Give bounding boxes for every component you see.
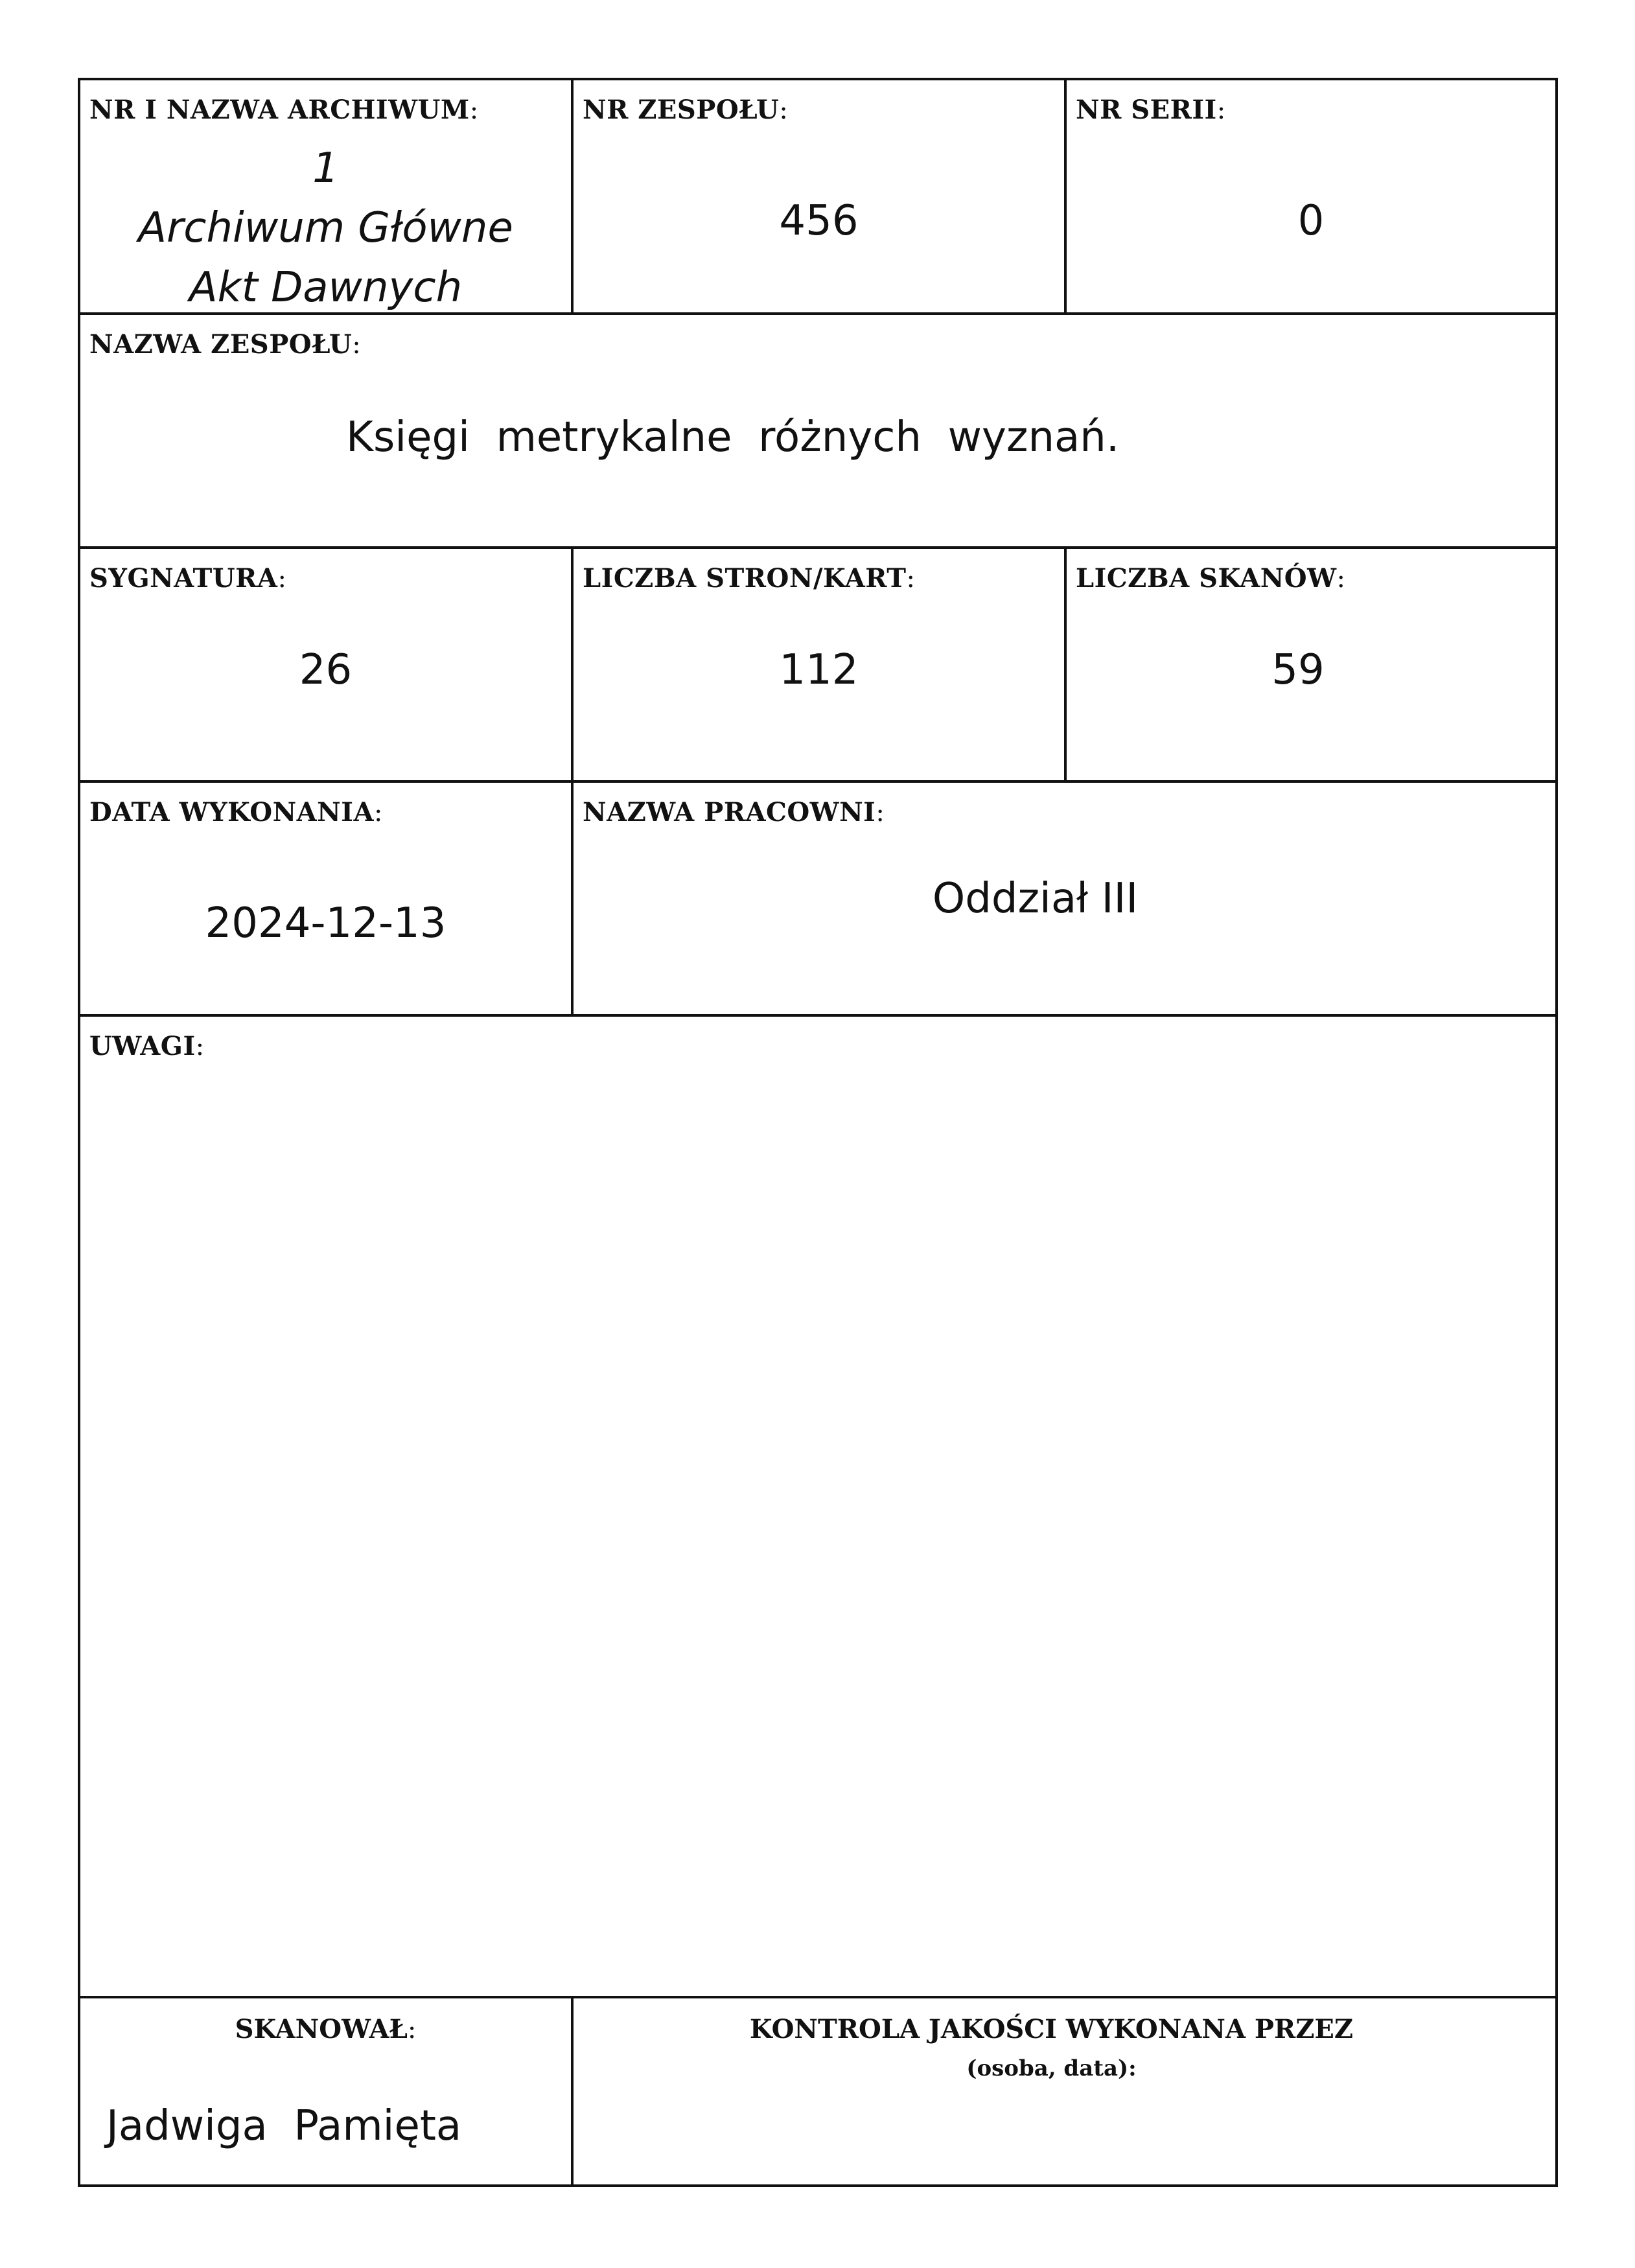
workshop-cell (574, 783, 1555, 1017)
archive-name-line1: Archiwum Główne (138, 204, 513, 252)
scanned-by-value: Jadwiga Pamięta (106, 2102, 462, 2150)
scan-count-label: LICZBA SKANÓW: (1076, 563, 1346, 594)
fonds-name-value: Księgi metrykalne różnych wyznań. (346, 413, 1120, 461)
page-count-cell (574, 549, 1067, 783)
signature-value: 26 (299, 646, 353, 694)
date-value: 2024-12-13 (205, 899, 446, 947)
remarks-label: UWAGI: (89, 1031, 205, 1061)
fonds-number-cell (574, 80, 1067, 315)
fonds-name-label: NAZWA ZESPOŁU: (89, 329, 362, 360)
date-cell (80, 783, 574, 1017)
fonds-number-value: 456 (779, 197, 859, 245)
signature-cell (80, 549, 574, 783)
quality-control-sublabel: (osoba, data): (966, 2055, 1137, 2081)
series-number-label: NR SERII: (1076, 95, 1226, 125)
scanned-by-cell (80, 1998, 574, 2184)
series-number-value: 0 (1297, 197, 1325, 245)
archive-label: NR I NAZWA ARCHIWUM: (89, 95, 479, 125)
workshop-value: Oddział III (932, 875, 1139, 923)
archive-name-line2: Akt Dawnych (189, 264, 463, 312)
scan-count-cell (1067, 549, 1555, 783)
scan-count-value: 59 (1271, 646, 1325, 694)
fonds-name-cell (80, 315, 1555, 549)
series-number-cell (1067, 80, 1555, 315)
archive-cell (80, 80, 574, 315)
remarks-cell (80, 1017, 1555, 1998)
archive-number: 1 (312, 145, 339, 192)
workshop-label: NAZWA PRACOWNI: (583, 797, 885, 827)
page-count-value: 112 (779, 646, 859, 694)
page-count-label: LICZBA STRON/KART: (583, 563, 916, 594)
quality-control-cell (574, 1998, 1555, 2184)
quality-control-label: KONTROLA JAKOŚCI WYKONANA PRZEZ (749, 2014, 1354, 2044)
scanned-by-label: SKANOWAŁ: (235, 2014, 417, 2044)
date-label: DATA WYKONANIA: (89, 797, 383, 827)
fonds-number-label: NR ZESPOŁU: (583, 95, 789, 125)
archive-value (80, 139, 571, 315)
signature-label: SYGNATURA: (89, 563, 287, 594)
metadata-card (78, 78, 1558, 2187)
